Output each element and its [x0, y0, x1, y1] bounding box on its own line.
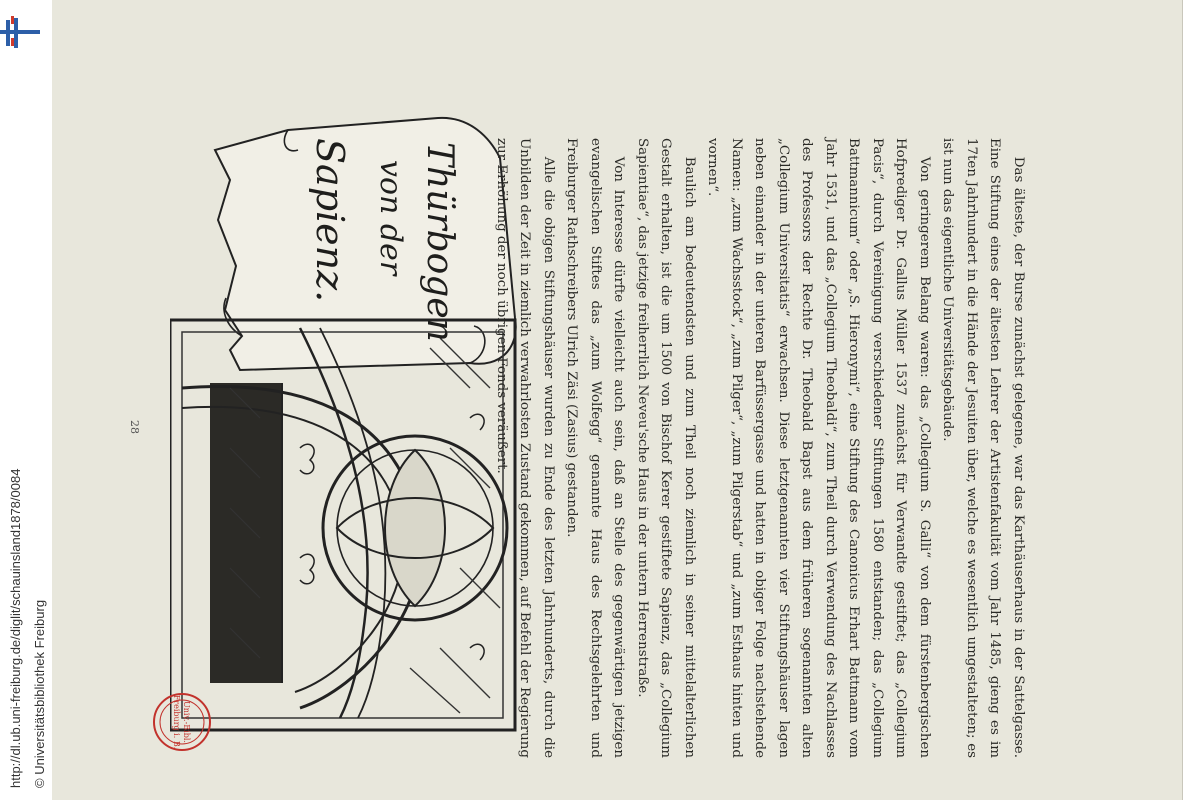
title-line-1: Thürbogen: [419, 142, 460, 342]
paragraph: Von geringerem Belang waren: das „Collegium S. Galli“ von dem fürstenbergischen Hofprediger Dr. Gallus Müller 1537 zunächst für Verwandte gestiftet; das „Collegium Pacis“, durch Vereinigung verschiedener Stiftungen 1580 entstanden; das „Collegium Battmannicum“ oder „S. Hieronymi“, eine Stiftung des Canonicus Erhart Battmann vom Jahr 1531, und das „Collegium Theobaldi“, zum Theil durch Verwendung des Nachlasses des Professors der Rechte Dr. Theobald Bapst aus dem früheren sogenannten alten „Collegium Universitatis“ erwachsen. Diese letztgenannten vier Stiftungshäuser lagen neben einander in der unteren Barfüssergasse und hatten in obiger Folge nachstehende Namen: „zum Wachsstock“, „zum Pilger“, „zum Pilgerstab“ und „zum Esthaus hinten und vornen“.: [705, 138, 932, 758]
source-url[interactable]: http://dl.ub.uni-freiburg.de/diglit/schauinsland1878/0084: [8, 468, 23, 788]
paragraph: Alle die obigen Stiftungshäuser wurden zu Ende des letzten Jahrhunderts, durch die Unbilden der Zeit in ziemlich verwahrlosten Zustand gekommen, auf Befehl der Regierung zur Erhöhung der noch übrigen Fonds veräußert.: [494, 138, 556, 758]
university-library-logo-icon[interactable]: [0, 14, 40, 54]
title-line-2: von der: [373, 160, 408, 276]
source-info: [4, 390, 50, 790]
viewer-right-edge: [1182, 0, 1192, 800]
library-stamp: [150, 690, 214, 754]
paragraph: Baulich am bedeutendsten und zum Theil noch ziemlich in seiner mittelalterlichen Gestalt erhalten, ist die um 1500 von Bischof Kerer gestiftete Sapienz, das „Collegium Sapientiae“, das jetzige freiherrlich Neveu'sche Haus in der untern Herrenstraße.: [635, 138, 697, 758]
page-text: [494, 138, 1030, 758]
copyright-notice: © Universitätsbibliothek Freiburg: [32, 599, 47, 788]
paragraph: Von Interesse dürfte vielleicht auch sein, daß an Stelle des gegenwärtigen jetzigen evangelischen Stiftes das „zum Wolfegg“ genannte Haus des Rechtsgelehrten und Freiburger Rathschreibers Ulrich Zäsi (Zasius) gestanden.: [564, 138, 627, 758]
svg-text:Univ.-Bibl.: Univ.-Bibl.: [182, 701, 191, 743]
viewer-left-margin: [0, 0, 52, 800]
page-number: 28: [128, 420, 141, 434]
svg-text:Freiburg i. B.: Freiburg i. B.: [172, 694, 181, 750]
title-line-3: Sapienz.: [308, 138, 352, 303]
paragraph: Das älteste, der Burse zunächst gelegene, war das Karthäuserhaus in der Sattelgasse. Eine Stiftung eines der ältesten Lehrer der Artistenfakultät vom Jahr 1485, gieng es im 17ten Jahrhundert in die Hände der Jesuiten über, welche es wesentlich umgestalteten; es ist nun das eigentliche Universitätsgebäude.: [940, 138, 1026, 758]
